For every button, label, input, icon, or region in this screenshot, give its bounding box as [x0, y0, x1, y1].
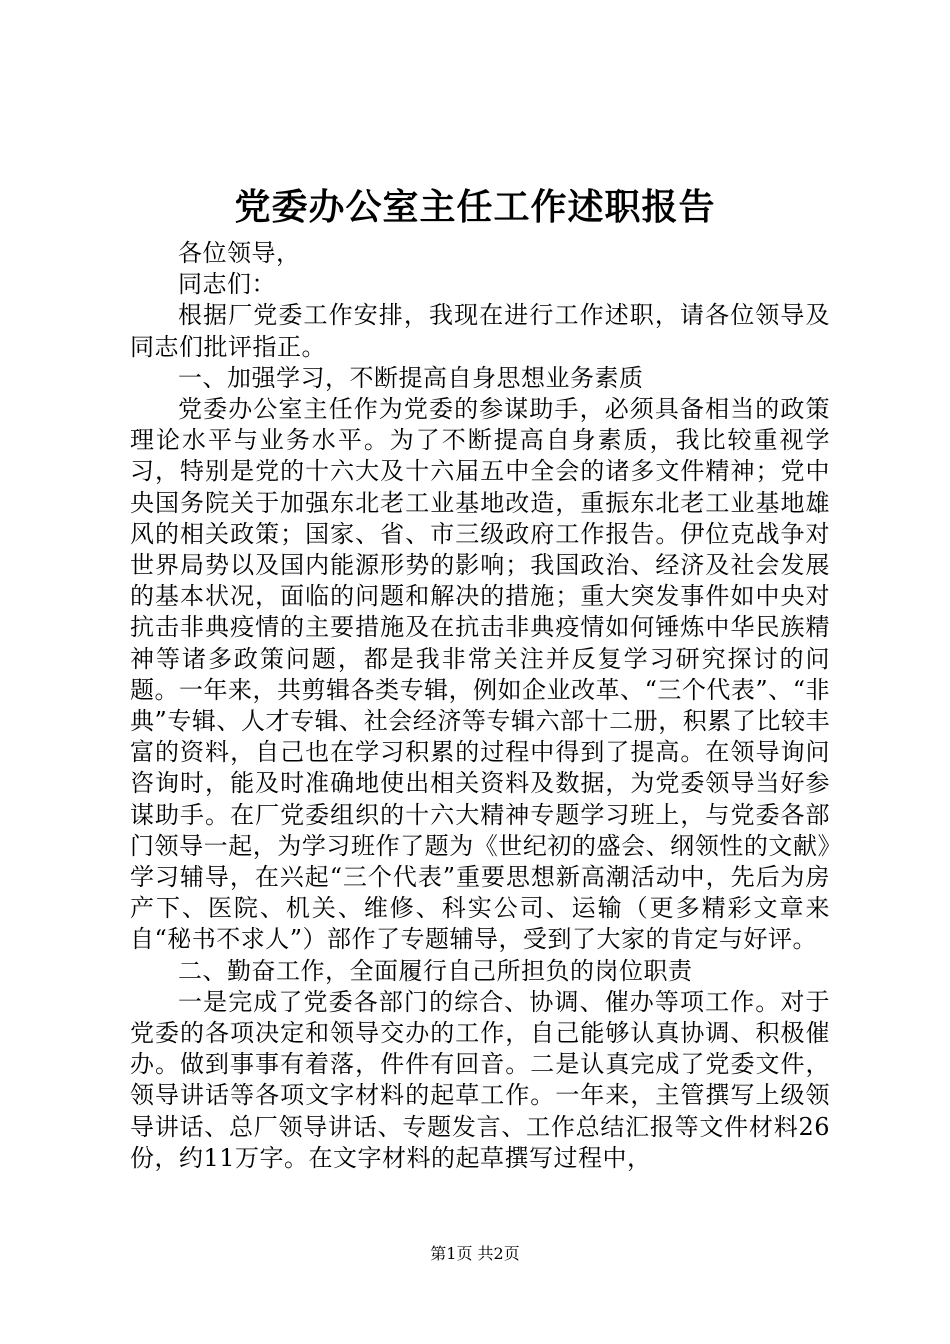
document-body — [130, 238, 830, 1174]
section-heading-1: 一、加强学习，不断提高自身思想业务素质 — [178, 363, 644, 392]
body-paragraph: 一是完成了党委各部门的综合、协调、催办等项工作。对于党委的各项决定和领导交办的工作，自己能够认真协调、积极催办。做到事事有着落，件件有回音。二是认真完成了党委文件，领导讲话等各项文字材料的起草工作。一年来，主管撰写上级领导讲话、总厂领导讲话、专题发言、工作总结汇报等文件材料26份，约11万字。在文字材料的起草撰写过程中， — [130, 987, 830, 1172]
salutation-leaders: 各位领导， — [178, 239, 301, 267]
page-number: 第1页 共2页 — [430, 1244, 520, 1263]
intro-paragraph: 根据厂党委工作安排，我现在进行工作述职，请各位领导及同志们批评指正。 — [130, 301, 830, 361]
body-paragraph: 党委办公室主任作为党委的参谋助手，必须具备相当的政策理论水平与业务水平。为了不断提高自身素质，我比较重视学习，特别是党的十六大及十六届五中全会的诸多文件精神；党中央国务院关于加强东北老工业基地改造，重振东北老工业基地雄风的相关政策；国家、省、市三级政府工作报告。伊位克战争对世界局势以及国内能源形势的影响；我国政治、经济及社会发展的基本状况，面临的问题和解决的措施；重大突发事件如中央对抗击非典疫情的主要措施及在抗击非典疫情如何锤炼中华民族精神等诸多政策问题，都是我非常关注并反复学习研究探讨的问题。一年来，共剪辑各类专辑，例如企业改革、“三个代表”、“非典”专辑、人才专辑、社会经济等专辑六部十二册，积累了比较丰富的资料，自己也在学习积累的过程中得到了提高。在领导询问咨询时，能及时准确地使出相关资料及数据，为党委领导当好参谋助手。在厂党委组织的十六大精神专题学习班上，与党委各部门领导一起，为学习班作了题为《世纪初的盛会、纲领性的文献》学习辅导，在兴起“三个代表”重要思想新高潮活动中，先后为房产下、医院、机关、维修、科实公司、运输（更多精彩文章来自“秘书不求人”）部作了专题辅导，受到了大家的肯定与好评。 — [130, 395, 830, 954]
salutation-comrades: 同志们： — [178, 270, 276, 299]
document-title: 党委办公室主任工作述职报告 — [234, 186, 716, 228]
section-heading-2: 二、勤奋工作，全面履行自己所担负的岗位职责 — [178, 956, 693, 985]
